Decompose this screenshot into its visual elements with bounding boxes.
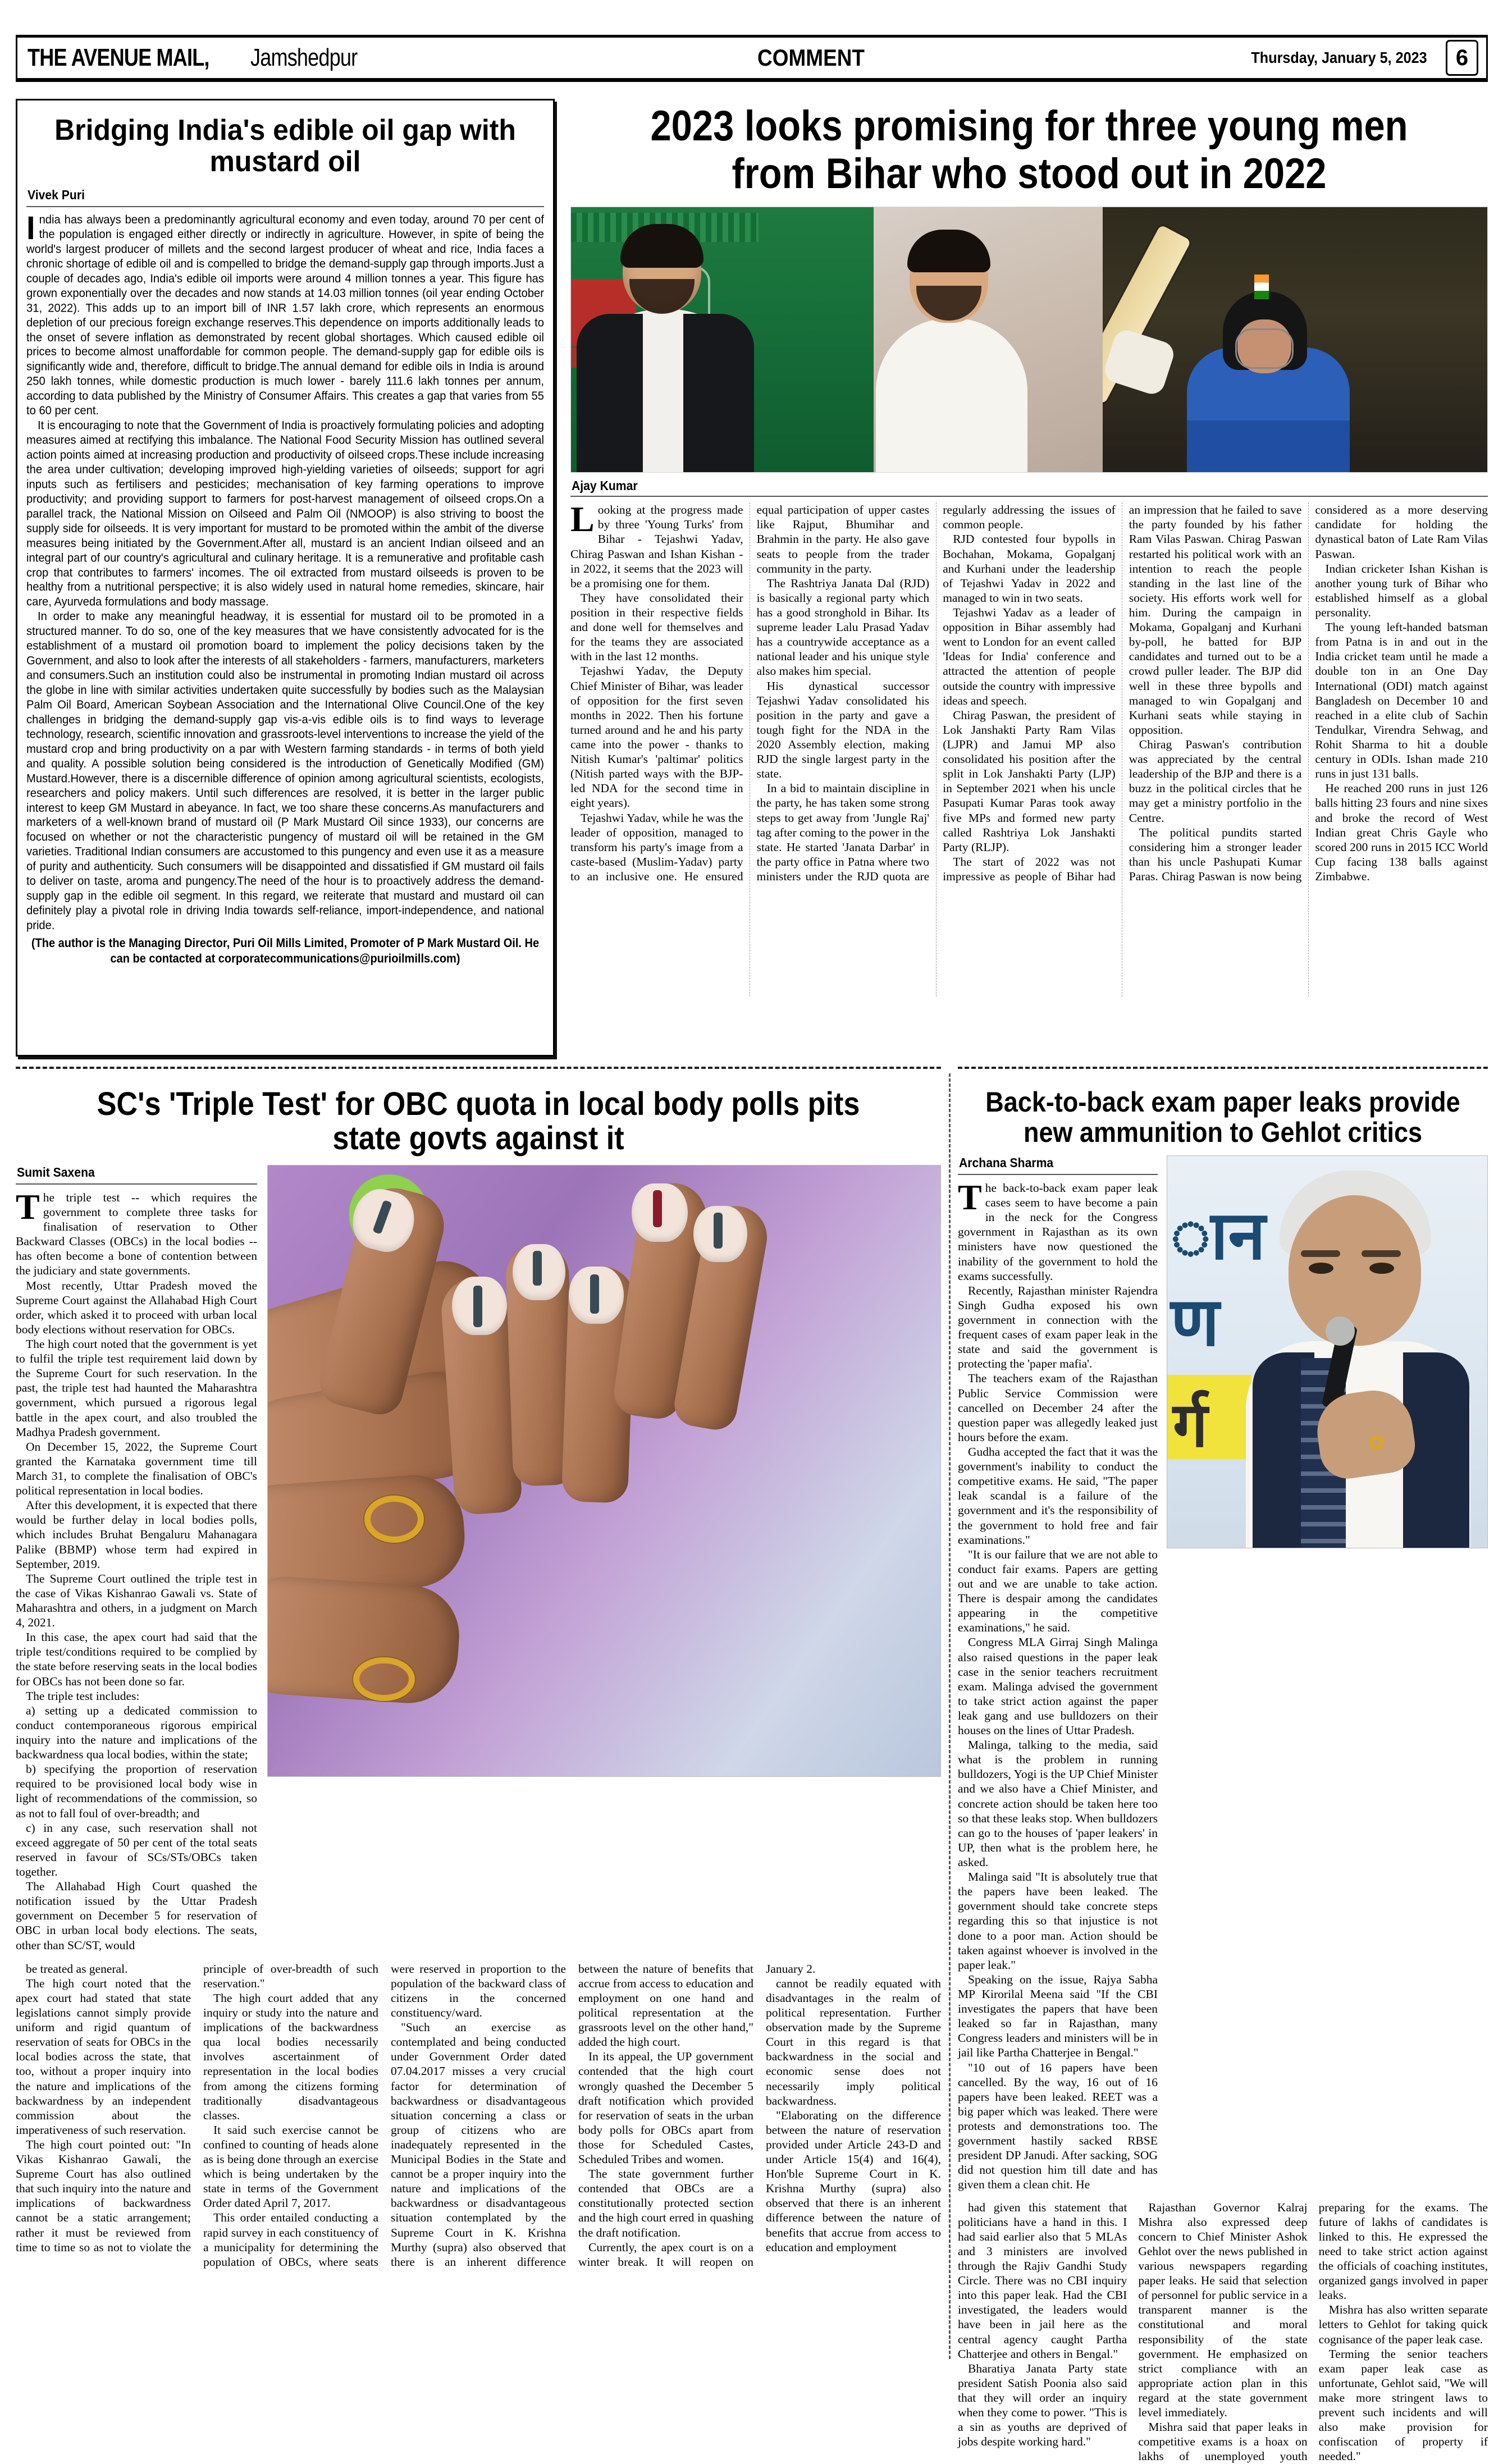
article-headline: Bridging India's edible oil gap with mustard oil — [54, 114, 516, 178]
backdrop-devanagari-text: र्ग — [1173, 1389, 1208, 1461]
microphone-head-icon — [1326, 1316, 1355, 1346]
paragraph: In a bid to maintain discipline in the party, he has taken some strong steps to get away from 'Jungle Raj' tag after coming to the power in the state. He started 'Janata Darbar' in the party office in Patna where two ministers under the RJD quota are regularly addressing the issues of common people. — [756, 503, 1116, 883]
paragraph: In order to make any meaningful headway, it is essential for mustard oil to be promoted in a structured manner. To do so, one of the key measures that we have consistently advocated for is the establishment of a mustard oil promotion board to implement the policy decisions taken by the Government, and also to look after the interests of all stakeholders - farmers, manufacturers, marketers and consumers.Such an institution could also be instrumental in promoting Indian mustard oil across the globe in line with similar activities undertaken quite successfully by bodies such as the Malaysian Palm Oil Board, American Soybean Association and the International Olive Council.One of the key challenges in bridging the demand-supply gap vis-a-vis edible oils is to find ways to leverage technology, research, scientific innovation and grassroots-level interventions to increase the yield of the mustard crop and bring productivity on a par with Western farming standards - in terms of both yield and quality. A possible solution being considered is the introduction of Genetically Modified (GM) Mustard.However, there is a discernible difference of opinion among agricultural scientists, ecologists, researchers and policy makers. Until such differences are resolved, it is better in the larger public interest to keep GM Mustard in abeyance. In fact, we too share these concerns.As manufacturers and marketers of a well-known brand of mustard oil (P Mark Mustard Oil since 1933), our concerns are focused on whether or not the characteristic pungency of mustard oil will be retained in the GM varieties. Traditional Indian consumers are accustomed to this pungency and even use it as a measure of purity and authenticity. Such consumers will be disappointed and dissatisfied if GM mustard oil fails to deliver on taste, aroma and pungency.The need of the hour is to proactively address the demand-supply gap in the edible oil segment. In this regard, we reiterate that mustard and mustard oil can definitely play a pivotal role in driving India towards self-reliance, import-independence, and national pride. — [26, 610, 544, 932]
article-body — [570, 499, 1488, 996]
article-headline: 2023 looks promising for three young men from Bihar who stood out in 2022 — [650, 102, 1408, 198]
paragraph: Congress MLA Girraj Singh Malinga also raised questions in the paper leak case in the senior teachers recruitment exam. Malinga advised the government to take strict action against the paper leak gang and use bulldozers on their houses on the lines of Uttar Pradesh. — [958, 1635, 1158, 1738]
article-photo — [570, 207, 1488, 473]
person-kurta — [876, 318, 1027, 472]
article-obc-triple-test — [16, 1084, 941, 2358]
paragraph — [958, 1177, 1158, 1283]
paragraph: c) in any case, such reservation shall not exceed aggregate of 50 per cent of the total seats reserved in favour of SCs/STs/OBCs taken together. — [16, 1821, 257, 1878]
helmet-grille — [1235, 328, 1294, 369]
photo-ishan-kishan — [1103, 207, 1487, 472]
article-top-row — [958, 1155, 1488, 2192]
paragraph: It is encouraging to note that the Government of India is proactively formulating policies and adopting measures aimed at rectifying this imbalance. The National Food Security Mission has outlined several action points aimed at increasing production and productivity of oilseed crops.These include increasing the area under cultivation; developing improved high-yielding varieties of oilseeds; support for agri inputs such as fertilisers and pesticides; mechanisation of key farming operations to improve productivity; and providing support to farmers for post-harvest management of oilseed crops.On a parallel track, the National Mission on Oilseed and Palm Oil (NMOOP) is also striving to boost the supply side for oilseeds. It is very important for mustard to be promoted within the ambit of the diverse measures being initiated by the Government.After all, mustard is an ancient Indian oilseed and an integral part of our country's agricultural and culinary heritage. It is a remunerative and profitable cash crop that contributes to farmers' incomes. The oil extracted from mustard oilseeds is proven to be healthy from a nutritional perspective; it is also widely used in natural home remedies, skincare, hair care, Ayurveda formulations and body massage. — [26, 419, 544, 609]
person-hair — [907, 230, 990, 272]
paragraph: The teachers exam of the Rajasthan Public Service Commission were cancelled on December 24 after the question paper was allegedly leaked just hours before the exam. — [958, 1372, 1158, 1444]
article-body — [26, 209, 544, 966]
paragraph: b) specifying the proportion of reservation required to be provisioned local body wise in light of recommendations of the commission, so as not to fall foul of over-breadth; and — [16, 1762, 257, 1820]
drop-cap: T — [958, 1177, 982, 1217]
paragraph: Malinga said "It is absolutely true that the papers have been leaked. The government should take concrete steps regarding this so that injustice is not done to a poor man. Action should be taken against whoever is involved in the paper leak." — [958, 1870, 1158, 1972]
paragraph: The high court noted that the apex court had stated that state legislations cannot simply provide uniform and rigid quantum of reservation of seats for OBCs in the local bodies across the state, that too, without a proper inquiry into the nature and implications of the backwardness by an independent commission about the imperativeness of such reservation. — [16, 1976, 191, 2137]
paragraph: He reached 200 runs in just 126 balls hitting 23 fours and nine sixes and broke the record of West Indian great Chris Gayle who scored 200 runs in 2015 ICC World Cup facing 138 balls against Zimbabwe. — [1315, 781, 1488, 883]
paragraph: "10 out of 16 papers have been cancelled. By the way, 16 out of 16 papers have been leaked. REET was a big paper which was leaked. There were protests and demonstrations too. The government hastily sacked RBSE president DP Janudi. After sacking, SOG did not question him till date and has given them a clean chit. He — [958, 2060, 1158, 2192]
article-body-columns — [16, 1962, 941, 2269]
masthead-brand — [17, 44, 381, 72]
paragraph: Malinga, talking to the media, said what is the problem in running bulldozers, Yogi is the UP Chief Minister and we also have a Chief Minister, and concrete action should be taken here too so that these leaks stop. When bulldozers can go to the houses of 'paper leakers' in UP, then what is the problem here, he asked. — [958, 1738, 1158, 1869]
publication-date: Thursday, January 5, 2023 — [1251, 49, 1427, 66]
paragraph: Terming the senior teachers exam paper leak case as unfortunate, Gehlot said, "We will make more stringent laws to prevent such incidents and will also make provision for confiscation of property if needed." — [1318, 2347, 1488, 2463]
paragraph-text: he back-to-back exam paper leak cases seem to have become a pain in the neck for the Congress government in Rajasthan as its own ministers have now questioned the inability of the government to hold the exams successfully. — [958, 1181, 1158, 1283]
paragraph: His dynastical successor Tejashwi Yadav consolidated his position in the party and gave a tough fight for the NDA in the 2020 Assembly election, making RJD the single largest party in the state. — [756, 679, 930, 781]
ink-mark — [653, 1190, 662, 1227]
paragraph-text: ndia has always been a predominantly agricultural economy and even today, around 70 per cent of the population is engaged either directly or indirectly in agriculture. However, in spite of being the world's largest producer of millets and the second largest producer of wheat and rice, India faces a chronic shortage of edible oil and is compelled to bridge the demand-supply gap through imports.Just a couple of decades ago, India's edible oil imports were around 4 million tonnes a year. This figure has grown exponentially over the decades and now stands at 14.03 million tonnes (oil year ending October 31, 2022). This adds up to an import bill of INR 1.57 lakh crore, which represents an enormous depletion of our precious foreign exchange reserves.This dependence on imports additionally leads to the onset of severe inflation as demonstrated by recent global shortages. Which caused edible oil prices to become almost unaffordable for common people. The demand-supply gap for edible oils is significantly wide and, therefore, difficult to bridge.The annual demand for edible oils in India is around 250 lakh tonnes, while domestic production is much lower - barely 111.6 lakh tonnes per annum, according to data published by the Ministry of Consumer Affairs. This creates a gap that varies from 55 to 60 per cent. — [26, 213, 544, 418]
paragraph: After this development, it is expected that there would be further delay in local bodies polls, which includes Bruhat Bengaluru Mahanagara Palike (BBMP) whose term had expired in September, 2019. — [16, 1498, 257, 1571]
gold-ring — [1369, 1436, 1384, 1450]
article-edible-oil — [16, 99, 555, 1057]
paragraph: The start of 2022 was not impressive as people of Bihar had an impression that he failed to save the party founded by his father Ram Vilas Paswan. Chirag Paswan restarted his political work with an intention to reach the people standing in the last line of the society. His efforts work well for him. During the campaign in Mokama, Gopalganj and Kurhani by-poll, he batted for BJP candidates and turned out to be a crowd puller leader. The BJP did well in these three bypolls and managed to win Gopalganj and Kurhani seats while staying in opposition. — [943, 503, 1302, 883]
article-headline: SC's 'Triple Test' for OBC quota in local body polls pits state govts against it — [97, 1086, 860, 1157]
paragraph: The high court pointed out: "In Vikas Kishanrao Gawali, the Supreme Court has also outlined that such inquiry into the nature and implications of backwardness cannot be a static arrangement; rather it must be reviewed from time to time so as not to violate the principle of over-breadth of such reservation." — [16, 1962, 378, 2254]
paragraph: The political pundits started considering him a stronger leader than his uncle Pashupati Kumar Paras. Chirag Paswan is now being considered as a more deserving candidate for holding the dynastical baton of Late Ram Vilas Paswan. — [1129, 503, 1488, 883]
photo-chirag-paswan — [874, 207, 1103, 472]
paragraph: Gudha accepted the fact that it was the government's inability to conduct the competitive exams. He said, "The paper leak scandal is a failure of the government and it's the responsibility of the government to hold free and fair examinations." — [958, 1444, 1158, 1547]
paper-name: THE AVENUE MAIL, — [28, 44, 209, 71]
ink-mark — [533, 1251, 542, 1286]
byline-rule — [16, 1183, 257, 1185]
paragraph: Bharatiya Janata Party state president Satish Poonia also said that they will order an inquiry when they come to power. "This is a sin as youths are deprived of jobs despite working hard." — [958, 2361, 1127, 2449]
photo-tejashwi-yadav — [571, 207, 874, 472]
author-note: (The author is the Managing Director, Puri Oil Mills Limited, Promoter of P Mark Mustard Oil. He can be contacted at corporatecommunications@purioilmills.com) — [31, 936, 540, 966]
masthead — [16, 35, 1488, 82]
paragraph: Most recently, Uttar Pradesh moved the Supreme Court against the Allahabad High Court order, which asked it to proceed with urban local body elections without reservation for OBCs. — [16, 1278, 257, 1336]
paragraph: cannot be readily equated with disadvantages in the realm of political representation. Further observation made by the Supreme Court in this regard is that backwardness in the social and economic sense does not necessarily imply political backwardness. — [766, 1976, 941, 2108]
drop-cap: L — [570, 499, 595, 540]
article-body-column-1 — [958, 1177, 1158, 2192]
paragraph: Chirag Paswan's contribution was appreciated by the central leadership of the BJP and there is a buzz in the political circles that he may get a ministry portfolio in the Centre. — [1129, 737, 1302, 825]
paragraph: They have consolidated their position in their respective fields and done well for themselves and for the teams they are associated with in the last 12 months. — [570, 591, 743, 664]
paragraph — [16, 1186, 257, 1278]
ink-mark — [714, 1213, 723, 1249]
paragraph: In its appeal, the UP government contended that the high court wrongly quashed the December 5 draft notification which provided for reservation of seats in the urban body polls for OBCs apart from those for Scheduled Castes, Scheduled Tribes and women. — [578, 2050, 753, 2166]
article-byline: Ajay Kumar — [572, 478, 638, 493]
ink-mark — [590, 1274, 599, 1314]
paragraph: Tejashwi Yadav as a leader of opposition in Bihar assembly had went to London for an event called 'Ideas for India' conference and attracted the attention of people outside the country with impressive ideas and speech. — [943, 605, 1116, 707]
paragraph — [26, 209, 544, 419]
paragraph: The Rashtriya Janata Dal (RJD) is basically a regional party which has a good stronghold in Bihar. Its supreme leader Lalu Prasad Yadav has a countrywide acceptance as a national leader and his unique style also makes him special. — [756, 576, 930, 678]
article-photo-voters — [267, 1165, 941, 1777]
page-number: 6 — [1446, 40, 1478, 76]
paragraph: The Allahabad High Court quashed the notification issued by the Uttar Pradesh government on December 5 for reservation of OBC in urban local body elections. The seats, other than SC/ST, would — [16, 1880, 257, 1952]
paper-city: Jamshedpur — [250, 44, 358, 71]
person-face — [1289, 1195, 1421, 1346]
article-photo-gehlot — [1167, 1155, 1488, 1548]
person-vest-right — [683, 314, 754, 472]
section-divider-right — [958, 1067, 1488, 1069]
paragraph: a) setting up a dedicated commission to conduct contemporaneous rigorous empirical inquiry into the nature and implications of the backwardness qua local bodies, within the state; — [16, 1703, 257, 1762]
paragraph: The young left-handed batsman from Patna is in and out in the India cricket team until he made a double ton in an One Day International (ODI) match against Bangladesh on December 10 and reached in a elite club of Sachin Tendulkar, Virendra Sehwag, and Rohit Sharma to hit a double century in ODIs. Ishan made 210 runs in just 131 balls. — [1315, 620, 1488, 781]
article-headline: Back-to-back exam paper leaks provide new ammunition to Gehlot critics — [985, 1086, 1460, 1148]
paragraph: be treated as general. — [26, 1962, 128, 1976]
person-eye-left — [1309, 1263, 1333, 1274]
article-first-column — [16, 1165, 257, 1953]
india-flag-icon — [1254, 275, 1269, 299]
column-divider-vertical — [949, 1073, 951, 2359]
paragraph: Speaking on the issue, Rajya Sabha MP Kirorilal Meena said "If the CBI investigates the papers that have been leaked so far in Rajasthan, many Congress leaders and ministers will be in jail like Partha Chatterjee in Bengal." — [958, 1972, 1158, 2060]
paragraph — [570, 499, 743, 591]
byline-rule — [958, 1174, 1158, 1175]
section-title: COMMENT — [757, 44, 865, 71]
article-byline: Sumit Saxena — [17, 1164, 95, 1180]
masthead-right — [1241, 40, 1486, 76]
cricket-jersey-lower — [1187, 420, 1350, 472]
byline-rule — [570, 496, 1488, 497]
article-exam-paper-leaks — [958, 1084, 1488, 2463]
paragraph: It said such exercise cannot be confined to counting of heads alone as is being done through an exercise which is being undertaken by the state in terms of the Government Order dated April 7, 2017. — [203, 2123, 378, 2210]
paragraph: RJD contested four bypolls in Bochahan, Mokama, Gopalganj and Kurhani under the leadership of Tejashwi Yadav in 2022 and managed to win in two seats. — [943, 532, 1116, 605]
article-body-column-1 — [16, 1186, 257, 1953]
paragraph: The high court added that any inquiry or study into the nature and implications of the backwardness qua local bodies necessarily involves ascertainment of representation in the local bodies from among the citizens forming traditionally disadvantageous classes. — [203, 1991, 378, 2122]
drop-cap: I — [26, 209, 35, 247]
article-body-columns — [958, 2200, 1488, 2464]
paragraph: In this case, the apex court had said that the triple test/conditions required to be complied by the state before reserving seats in the local bodies for OBCs has not been done so far. — [16, 1630, 257, 1688]
paragraph: The triple test includes: — [26, 1689, 140, 1703]
paragraph-text: ooking at the progress made by three 'Young Turks' from Bihar - Tejashwi Yadav, Chirag Paswan and Ishan Kishan - in 2022, it seems that the 2023 will be a promising one for them. — [570, 503, 743, 590]
paragraph: Chirag Paswan, the president of Lok Janshakti Party Ram Vilas (LJPR) and Jamui MP also consolidated his position after the split in Lok Janshakti Party (LJP) in September 2021 when his uncle Pasupati Kumar Paras took away five MPs and formed new party called Rashtriya Lok Janshakti Party (RLJP). — [943, 708, 1116, 854]
byline-rule — [26, 206, 544, 207]
paragraph-text: he triple test -- which requires the government to complete three tasks for finalisation of reservation to Other Backward Classes (OBCs) in the local bodies -- has often become a bone of contention between the judiciary and state governments. — [16, 1190, 257, 1278]
paragraph: The state government further contended that OBCs are a constitutionally protected section and the high court erred in quashing the draft notification. — [578, 2167, 753, 2239]
drop-cap: T — [16, 1186, 40, 1227]
paragraph: "Such an exercise as contemplated and being conducted under Government Order dated 07.04.2017 misses a very crucial factor for determination of backwardness or disadvantageous situation concerning a class or group of citizens who are inadequately represented in the Municipal Bodies in the State and cannot be a proper inquiry into the nature and implications of the backwardness or disadvantageous situation contemplated by the Supreme Court in K. Krishna Murthy (supra) also observed that there is an inherent difference between the nature of benefits that accrue from access to education and employment on one hand and political representation at the grassroots level on the other hand," added the high court. — [391, 1962, 753, 2269]
article-top-row — [16, 1165, 941, 1953]
backdrop-devanagari-text: ान — [1171, 1197, 1266, 1275]
paragraph: "It is our failure that we are not able to conduct fair exams. Papers are getting out and we are unable to take action. There is despair among the candidates appearing in the competitive examinations," he said. — [958, 1547, 1158, 1635]
paragraph: Mishra has also written separate letters to Gehlot for taking quick cognisance of the paper leak case. — [1318, 2303, 1488, 2346]
paragraph: Currently, the apex court is on a winter break. It will reopen on January 2. — [578, 1962, 816, 2269]
ink-mark — [473, 1286, 482, 1327]
paragraph: On December 15, 2022, the Supreme Court granted the Karnataka government time till March 31, to complete the finalisation of OBC's political representation in local bodies. — [16, 1439, 257, 1498]
paragraph: This order entailed conducting a rapid survey in each constituency of a municipality for determining the population of OBCs, where seats were reserved in proportion to the population of the backward class of citizens in the concerned constituency/ward. — [203, 1962, 566, 2269]
article-bihar-young-turks — [570, 99, 1488, 1057]
paragraph: "Elaborating on the difference between the nature of reservation provided under Article 243-D and under Article 15(4) and 16(4), Hon'ble Supreme Court in K. Krishna Murthy (supra) also observed that there is an inherent difference between the nature of benefits that accrue from access to education and employment — [766, 2108, 941, 2254]
paragraph: had given this statement that politicians have a hand in this. I had said earlier also that 5 MLAs and 3 ministers are involved through the Rajiv Gandhi Study Circle. There was no CBI inquiry into this paper leak. Had the CBI investigated, the leaders would have been in jail here as the central agency caught Partha Chatterjee and others in Bengal." — [958, 2200, 1127, 2361]
person-vest-left — [577, 314, 643, 472]
paragraph: Mishra said that paper leaks in competitive exams is a hoax on lakhs of unemployed youth preparing for the exams. The future of lakhs of candidates is linked to this. He expressed the need to take strict action against the officials of coaching institutes, organized gangs involved in paper leaks. — [1138, 2200, 1488, 2463]
person-eye-right — [1369, 1263, 1394, 1274]
gold-ring — [364, 1496, 424, 1543]
person-eyebrow-right — [1362, 1250, 1401, 1257]
paragraph: Tejashwi Yadav, the Deputy Chief Minister of Bihar, was leader of opposition for the first seven months in 2022. Then his fortune turned around and he and his party came into the power - thanks to Nitish Kumar's 'paltimar' politics (Nitish parted ways with the BJP-led NDA for the second time in eight years). — [570, 664, 743, 810]
gold-ring — [353, 1657, 415, 1701]
paragraph: Recently, Rajasthan minister Rajendra Singh Gudha exposed his own government in connection with the frequent cases of exam paper leak in the state and said the government is protecting the 'paper mafia'. — [958, 1283, 1158, 1371]
backdrop-devanagari-text: ण — [1171, 1283, 1219, 1361]
paragraph: Indian cricketer Ishan Kishan is another young turk of Bihar who established himself as a global personality. — [1315, 561, 1488, 619]
article-byline: Archana Sharma — [959, 1155, 1054, 1170]
person-eyebrow-left — [1301, 1250, 1340, 1257]
section-divider-left — [16, 1067, 941, 1069]
paragraph: The high court noted that the government is yet to fulfil the triple test requirement laid down by the Supreme Court for such reservation. In the past, the triple test had haunted the Maharashtra government, which pursued a rigorous legal battle in the apex court, and also troubled the Madhya Pradesh government. — [16, 1337, 257, 1439]
article-byline: Vivek Puri — [28, 188, 85, 203]
paragraph: Tejashwi Yadav, while he was the leader of opposition, managed to transform his party's image from a caste-based (Muslim-Yadav) party to an inclusive one. He ensured equal participation of upper castes like Rajput, Bhumihar and Brahmin in the party. He also gave seats to people from the trader community in the party. — [570, 503, 930, 883]
article-first-column — [958, 1155, 1158, 2192]
paragraph: The Supreme Court outlined the triple test in the case of Vikas Kishanrao Gawali vs. State of Maharashtra and others, in a judgment on March 4, 2021. — [16, 1571, 257, 1630]
paragraph: Rajasthan Governor Kalraj Mishra also expressed deep concern to Chief Minister Ashok Gehlot over the news published in various newspapers regarding paper leaks. He said that selection of personnel for public service in a transparent manner is the constitutional and moral responsibility of the state government. He emphasized on strict compliance with an appropriate action plan in this regard at the state government level immediately. — [1138, 2200, 1308, 2420]
